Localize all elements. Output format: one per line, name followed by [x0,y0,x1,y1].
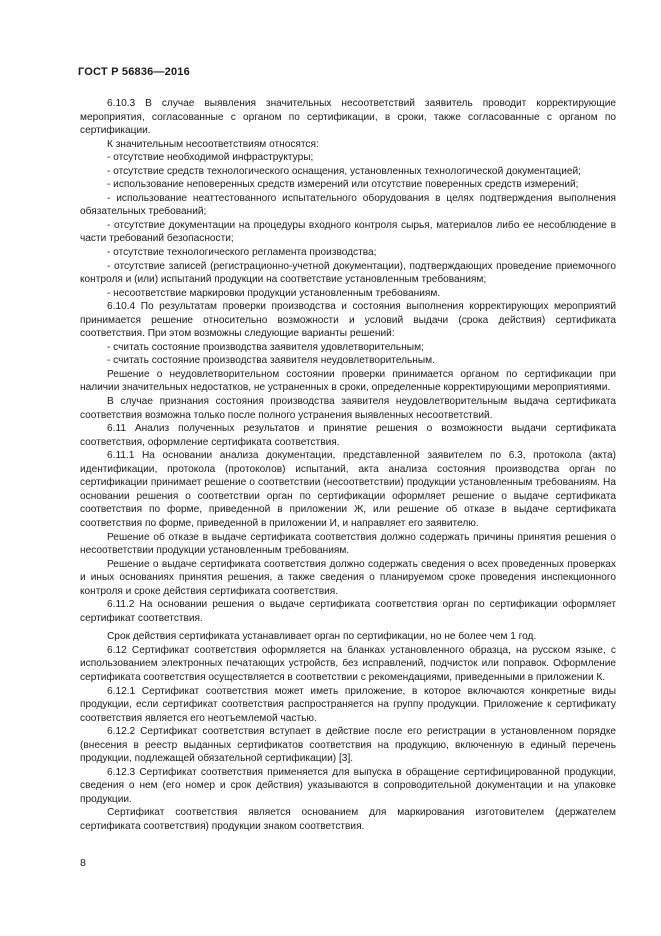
paragraph: - отсутствие средств технологического оснащения, установленных технологической документацией; [107,165,581,177]
paragraph: В случае признания состояния производства заявителя неудовлетворительным выдача сертификата соответствия возможна только после полного устранения выявленных несоответствий. [80,396,616,421]
paragraph: - отсутствие записей (регистрационно-учетной документации), подтверждающих проведение приемочного контроля и (или) испытаний продукции на соответствие установленным требованиям; [80,260,616,286]
paragraph: 6.12.3 Сертификат соответствия применяется для выпуска в обращение сертифицированной продукции, сведения о нем (его номер и срок действия) указываются в сопроводительной документации и на упаковке продукции. [80,766,616,805]
paragraph: Срок действия сертификата устанавливает орган по сертификации, но не более чем 1 год. [107,631,537,643]
document-body [80,97,616,834]
paragraph: 6.12 Сертификат соответствия оформляется на бланках установленного образца, на русском языке, с использованием электронных печатающих устройств, без исправлений, подчисток или поправок. Оформление сертификата соответствия осуществляется в соответствии с рекомендациями, приведенными в приложении К. [80,644,616,683]
paragraph: - использование неповеренных средств измерений или отсутствие поверенных средств измерений; [107,179,579,191]
paragraph: К значительным несоответствиям относятся: [107,138,319,150]
paragraph: - отсутствие необходимой инфраструктуры; [107,152,314,164]
document-header: ГОСТ Р 56836—2016 [78,66,190,78]
paragraph: Сертификат соответствия является основанием для маркирования изготовителем (держателем сертификата соответствия) продукции знаком соответствия. [80,807,616,832]
paragraph: - отсутствие документации на процедуры входного контроля сырья, материалов либо ее несоблюдение в части требований безопасности; [80,219,616,245]
paragraph: 6.11.2 На основании решения о выдаче сертификата соответствия орган по сертификации оформляет сертификат соответствия. [80,599,616,624]
paragraph: 6.10.4 По результатам проверки производства и состояния выполнения корректирующих мероприятий принимается решение относительно возможности и условий выдачи (срока действия) сертификата соответствия. При этом возможны следующие варианты решений: [80,301,616,340]
paragraph: - считать состояние производства заявителя неудовлетворительным. [107,355,435,367]
paragraph: 6.11 Анализ полученных результатов и принятие решения о возможности выдачи сертификата соответствия, оформление сертификата соответствия. [80,423,616,448]
paragraph: 6.10.3 В случае выявления значительных несоответствий заявитель проводит корректирующие мероприятия, согласованные с органом по сертификации, в сроки, также согласованные с органом по сертификации. [80,98,616,137]
paragraph: Решение об отказе в выдаче сертификата соответствия должно содержать причины принятия решения о несоответствии продукции установленным требованиям. [80,531,616,557]
paragraph: 6.12.2 Сертификат соответствия вступает в действие после его регистрации в установленном порядке (внесения в реестр выданных сертификатов соответствия на продукцию, включенную в единый перечень продукции, подлежащей обязательной сертификации) [3]. [80,726,616,765]
paragraph: 6.11.1 На основании анализа документации, представленной заявителем по 6.3, протокола (акта) идентификации, протокола (протоколов) испытаний, акта анализа состояния производства орган по сертификации принимает решение о соответствии (несоответствии) продукции установленным требованиям. На основании решения о соответствии орган по сертификации оформляет решение о выдаче сертификата соответствия по форме, приведенной в приложении Ж, или решение об отказе в выдаче сертификата соответствия по форме, приведенной в приложении И, и направляет его заявителю. [80,450,616,529]
paragraph: - использование неаттестованного испытательного оборудования в целях подтверждения выполнения обязательных требований; [80,192,616,218]
paragraph: - считать состояние производства заявителя удовлетворительным; [107,341,424,353]
paragraph: Решение о выдаче сертификата соответствия должно содержать сведения о всех проведенных проверках и иных основаниях принятия решения, а также сведения о планируемом сроке проведения инспекционного контроля и сроке действия сертификата соответствия. [80,558,616,597]
paragraph: - несоответствие маркировки продукции установленным требованиям. [107,287,441,299]
page-number: 8 [80,857,86,869]
paragraph: 6.12.1 Сертификат соответствия может иметь приложение, в которое включаются конкретные виды продукции, если сертификат соответствия распространяется на группу продукции. Приложение к сертификату соответствия является его неотъемлемой частью. [80,685,616,724]
paragraph: Решение о неудовлетворительном состоянии проверки принимается органом по сертификации при наличии значительных недостатков, не устраненных в сроки, определенные корректирующими мероприятиями. [80,368,616,394]
paragraph: - отсутствие технологического регламента производства; [107,247,377,259]
